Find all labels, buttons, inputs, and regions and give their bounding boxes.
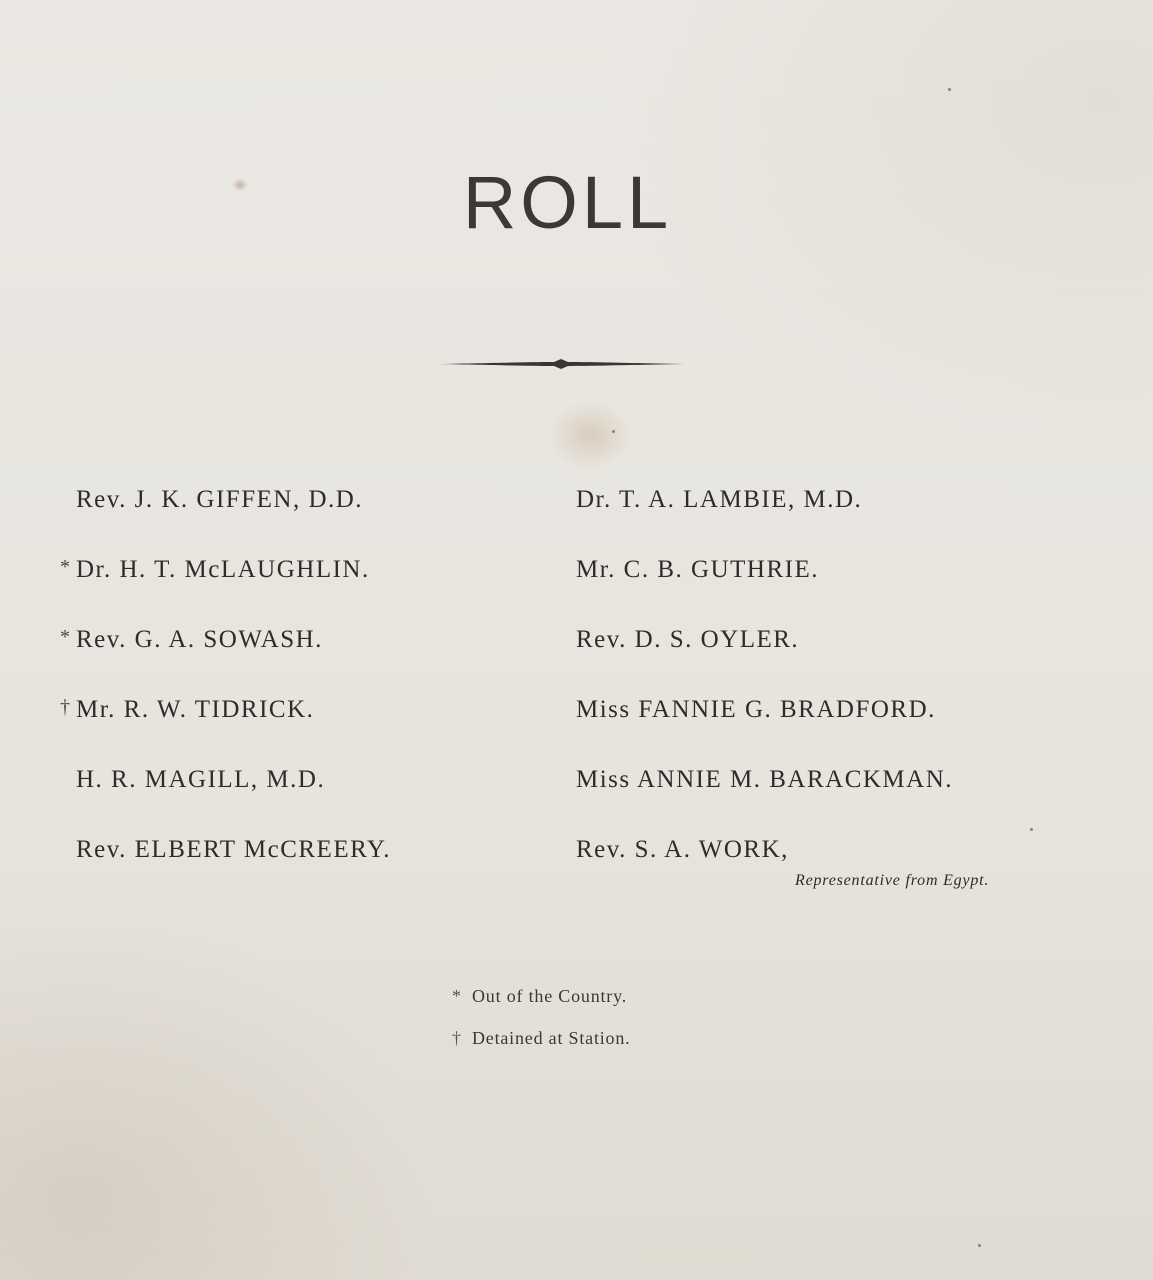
roll-name: Dr. T. A. LAMBIE, M.D. (576, 486, 863, 513)
roll-entry (576, 696, 953, 766)
footnote (452, 1028, 630, 1070)
roll-name: H. R. MAGILL, M.D. (76, 766, 326, 793)
roll-entry (60, 766, 391, 836)
roll-entry (576, 626, 953, 696)
roll-entry (60, 836, 391, 906)
roll-entry (576, 556, 953, 626)
footnote-mark: * (452, 986, 462, 1006)
roll-name: Rev. D. S. OYLER. (576, 626, 800, 653)
roll-entry (60, 626, 391, 696)
paper-speck (948, 88, 951, 91)
footnote (452, 986, 630, 1028)
roll-name: Miss FANNIE G. BRADFORD. (576, 696, 936, 723)
roll-name: Dr. H. T. McLAUGHLIN. (76, 556, 370, 583)
roll-mark: * (60, 556, 72, 578)
paper-speck (612, 430, 615, 433)
roll-left-column (60, 486, 391, 906)
paper-speck (978, 1244, 981, 1247)
roll-name: Miss ANNIE M. BARACKMAN. (576, 766, 954, 793)
page-title: ROLL (462, 161, 673, 244)
roll-entry (576, 486, 953, 556)
roll-name: Rev. J. K. GIFFEN, D.D. (76, 486, 364, 513)
footnote-text: Out of the Country. (472, 986, 628, 1006)
footnote-text: Detained at Station. (472, 1028, 631, 1048)
roll-entry (60, 486, 391, 556)
roll-name: Rev. G. A. SOWASH. (76, 626, 323, 653)
roll-entry (60, 556, 391, 626)
roll-name: Rev. ELBERT McCREERY. (76, 836, 391, 863)
roll-name: Mr. R. W. TIDRICK. (76, 696, 315, 723)
roll-entry (60, 696, 391, 766)
roll-entry (576, 766, 953, 836)
ornamental-rule (436, 356, 686, 372)
roll-entry (576, 836, 953, 906)
footnote-mark: † (452, 1028, 462, 1048)
footnotes (452, 986, 630, 1070)
roll-name: Mr. C. B. GUTHRIE. (576, 556, 819, 583)
representative-note: Representative from Egypt. (795, 872, 990, 889)
roll-name: Rev. S. A. WORK, (576, 836, 789, 863)
roll-right-column (576, 486, 953, 906)
paper-speck (1030, 828, 1033, 831)
roll-mark: † (60, 696, 72, 718)
roll-mark: * (60, 626, 72, 648)
